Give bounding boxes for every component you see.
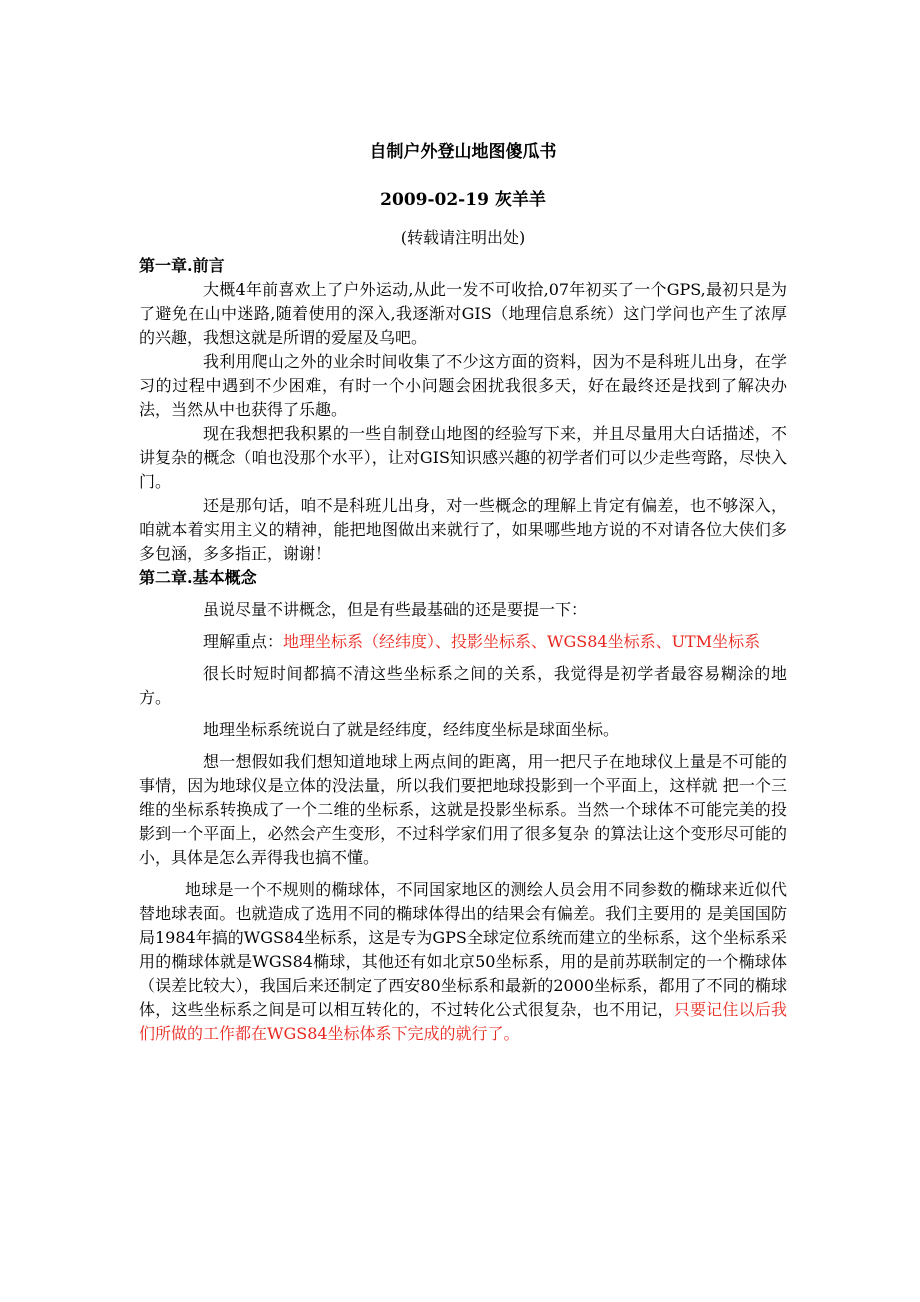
chapter-2-paragraph-3: 很长时短时间都搞不清这些坐标系之间的关系，我觉得是初学者最容易糊涂的地方。	[139, 664, 787, 707]
chapter-1-paragraph-4: 还是那句话，咱不是科班儿出身，对一些概念的理解上肯定有偏差，也不够深入，咱就本着实用主义的精神，能把地图做出来就行了，如果哪些地方说的不对请各位大侠们多多包涵，多多指正，谢谢！	[139, 496, 787, 563]
document-title: 自制户外登山地图傻瓜书	[369, 142, 557, 162]
chapter-1-paragraph-1: 大概4年前喜欢上了户外运动,从此一发不可收拾,07年初买了一个GPS,最初只是为了避免在山中迷路,随着使用的深入,我逐渐对GIS（地理信息系统）这门学问也产生了浓厚的兴趣，我想这就是所谓的爱屋及乌吧。	[139, 280, 787, 347]
paragraph-6-highlight: 只要记住以后我们所做的工作都在WGS84坐标体系下完成的就行了。	[139, 1000, 787, 1043]
chapter-2-key-points	[139, 630, 787, 654]
chapter-1-paragraph-2: 我利用爬山之外的业余时间收集了不少这方面的资料，因为不是科班儿出身，在学习的过程中遇到不少困难，有时一个小问题会困扰我很多天，好在最终还是找到了解决办法，当然从中也获得了乐趣。	[139, 352, 787, 419]
chapter-2-paragraph-1: 虽说尽量不讲概念，但是有些最基础的还是要提一下：	[203, 600, 588, 619]
chapter-2-paragraph-4: 地理坐标系统说白了就是经纬度，经纬度坐标是球面坐标。	[203, 720, 620, 739]
key-points-highlight: 地理坐标系（经纬度）、投影坐标系、WGS84坐标系、UTM坐标系	[283, 632, 761, 651]
chapter-2-paragraph-6	[139, 878, 787, 1046]
date-author-line: 2009-02-19 灰羊羊	[380, 190, 546, 210]
reprint-note: (转载请注明出处)	[400, 228, 526, 247]
chapter-1-heading: 第一章.前言	[139, 256, 225, 275]
paragraph-6-text: 地球是一个不规则的椭球体，不同国家地区的测绘人员会用不同参数的椭球来近似代替地球表面。也就造成了选用不同的椭球体得出的结果会有偏差。我们主要用的 是美国国防局1984年搞的WGS84坐标系，这是专为GPS全球定位系统而建立的坐标系，这个坐标系采用的椭球体就是WGS84椭球，其他还有如北京50坐标系，用的是前苏联制定的一个椭球体（误差比较大），我国后来还制定了西安80坐标系和最新的2000坐标系，都用了不同的椭球体，这些坐标系之间是可以相互转化的，不过转化公式很复杂，也不用记，	[139, 880, 787, 1019]
chapter-2-paragraph-5: 想一想假如我们想知道地球上两点间的距离，用一把尺子在地球仪上量是不可能的事情，因为地球仪是立体的没法量，所以我们要把地球投影到一个平面上，这样就 把一个三维的坐标系转换成了一个二维的坐标系，这就是投影坐标系。当然一个球体不可能完美的投影到一个平面上，必然会产生变形，不过科学家们用了很多复杂 的算法让这个变形尽可能的小，具体是怎么弄得我也搞不懂。	[139, 752, 787, 867]
chapter-2-heading: 第二章.基本概念	[139, 568, 257, 587]
chapter-1-paragraph-3: 现在我想把我积累的一些自制登山地图的经验写下来，并且尽量用大白话描述，不讲复杂的概念（咱也没那个水平），让对GIS知识感兴趣的初学者们可以少走些弯路，尽快入门。	[139, 424, 787, 491]
document-page	[139, 140, 787, 1046]
key-points-label: 理解重点：	[203, 632, 284, 651]
